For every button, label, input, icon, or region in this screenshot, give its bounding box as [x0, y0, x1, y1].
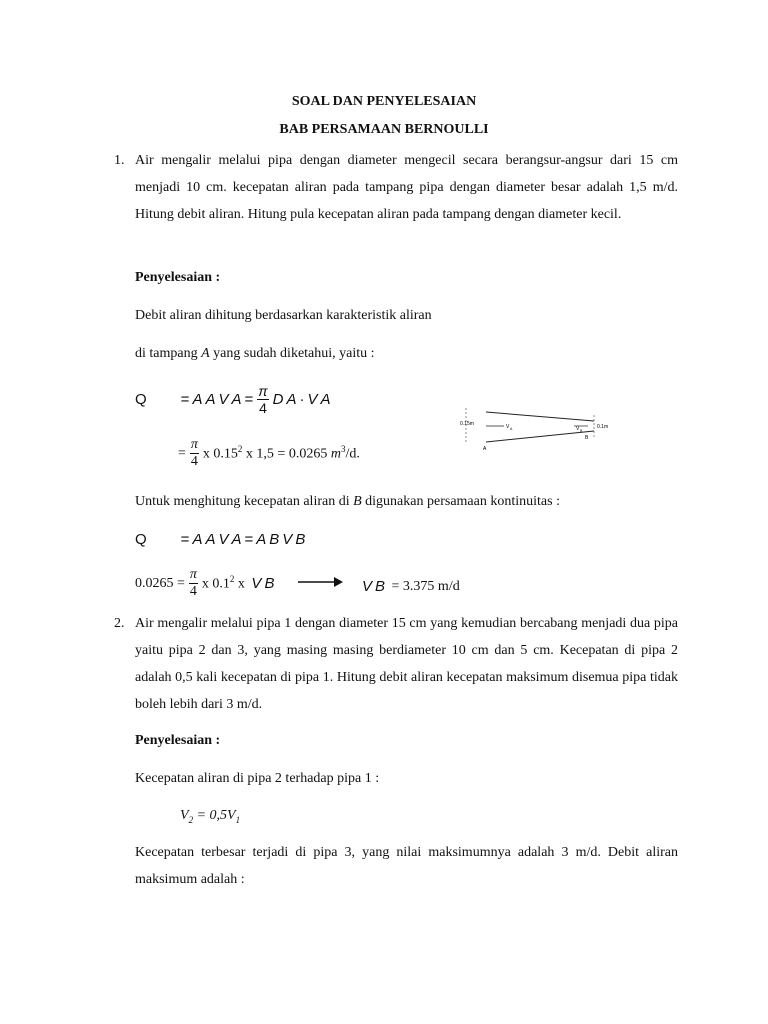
pipe-top-line [486, 412, 594, 421]
label-b: B [585, 435, 589, 441]
fraction-pi-over-4: $\frac{\pi}{4}$ [190, 437, 198, 469]
label-diameter-a: 0.15m [460, 421, 474, 427]
velocity-b-result: V B = 3.375 m/d [362, 578, 460, 595]
label-vb: V [576, 426, 580, 432]
equation-velocity-b: 0.0265 = $\frac{\pi}{4}$ x $0.1^2$ x V B [135, 567, 275, 599]
fraction-pi-over-4: $\frac{\pi}{4}$ [258, 383, 268, 416]
equation-debit-2: = $\frac{\pi}{4}$ x 0.15$^2$ x 1,5 = 0.0265 $m^3/d$. [178, 437, 360, 469]
problem-1-solution-line-c: Untuk menghitung kecepatan aliran di B digunakan persamaan kontinuitas : [135, 494, 560, 509]
document-title: SOAL DAN PENYELESAIAN [291, 94, 477, 109]
problem-1-solution-line-b: di tampang A yang sudah diketahui, yaitu : [135, 346, 375, 361]
label-vb-sub: B [580, 429, 583, 433]
implies-arrow-icon [296, 575, 344, 589]
problem-2-number: 2. [114, 616, 125, 631]
problem-2-solution-heading: Penyelesaian : [135, 733, 221, 748]
pipe-bottom-line [486, 431, 594, 442]
problem-1-solution-line-a: Debit aliran dihitung berdasarkan karakteristik aliran [135, 308, 432, 323]
pipe-diagram [456, 404, 626, 458]
equation-velocity-ratio: $V_2 = 0,5V_1$ [180, 808, 241, 825]
problem-1-text: Air mengalir melalui pipa dengan diameter mengecil secara berangsur-angsur dari 15 cm menjadi 10 cm. kecepatan aliran pada tampang pipa dengan diameter besar adalah 1,5 m/d. Hitung debit aliran. Hitung pula kecepatan aliran pada tampang dengan diameter kecil. [135, 153, 678, 222]
label-va: V [506, 424, 510, 430]
problem-2-text: Air mengalir melalui pipa 1 dengan diameter 15 cm yang kemudian bercabang menjadi dua pipa yaitu pipa 2 dan 3, yang masing masing berdiameter 10 cm dan 5 cm. Kecepatan di pipa 2 adalah 0,5 kali kecepatan di pipa 1. Hitung debit aliran kecepatan maksimum disemua pipa tidak boleh lebih dari 3 m/d. [135, 616, 678, 712]
problem-1-solution-heading: Penyelesaian : [135, 270, 221, 285]
label-diameter-b: 0.1m [597, 424, 609, 430]
label-va-sub: A [510, 427, 513, 431]
chapter-title: BAB PERSAMAAN BERNOULLI [279, 122, 489, 137]
label-a: A [483, 446, 487, 452]
problem-1-number: 1. [114, 153, 125, 168]
equation-debit-1: Q = A A V A = $\frac{\pi}{4}$ D A · V A [135, 383, 331, 416]
problem-2-solution-line-a: Kecepatan aliran di pipa 2 terhadap pipa 1 : [135, 771, 380, 786]
equation-continuity: Q = A A V A = A B V B [135, 531, 306, 548]
fraction-pi-over-4: $\frac{\pi}{4}$ [189, 567, 197, 599]
problem-2-solution-line-b: Kecepatan terbesar terjadi di pipa 3, yang nilai maksimumnya adalah 3 m/d. Debit aliran maksimum adalah : [135, 845, 678, 887]
